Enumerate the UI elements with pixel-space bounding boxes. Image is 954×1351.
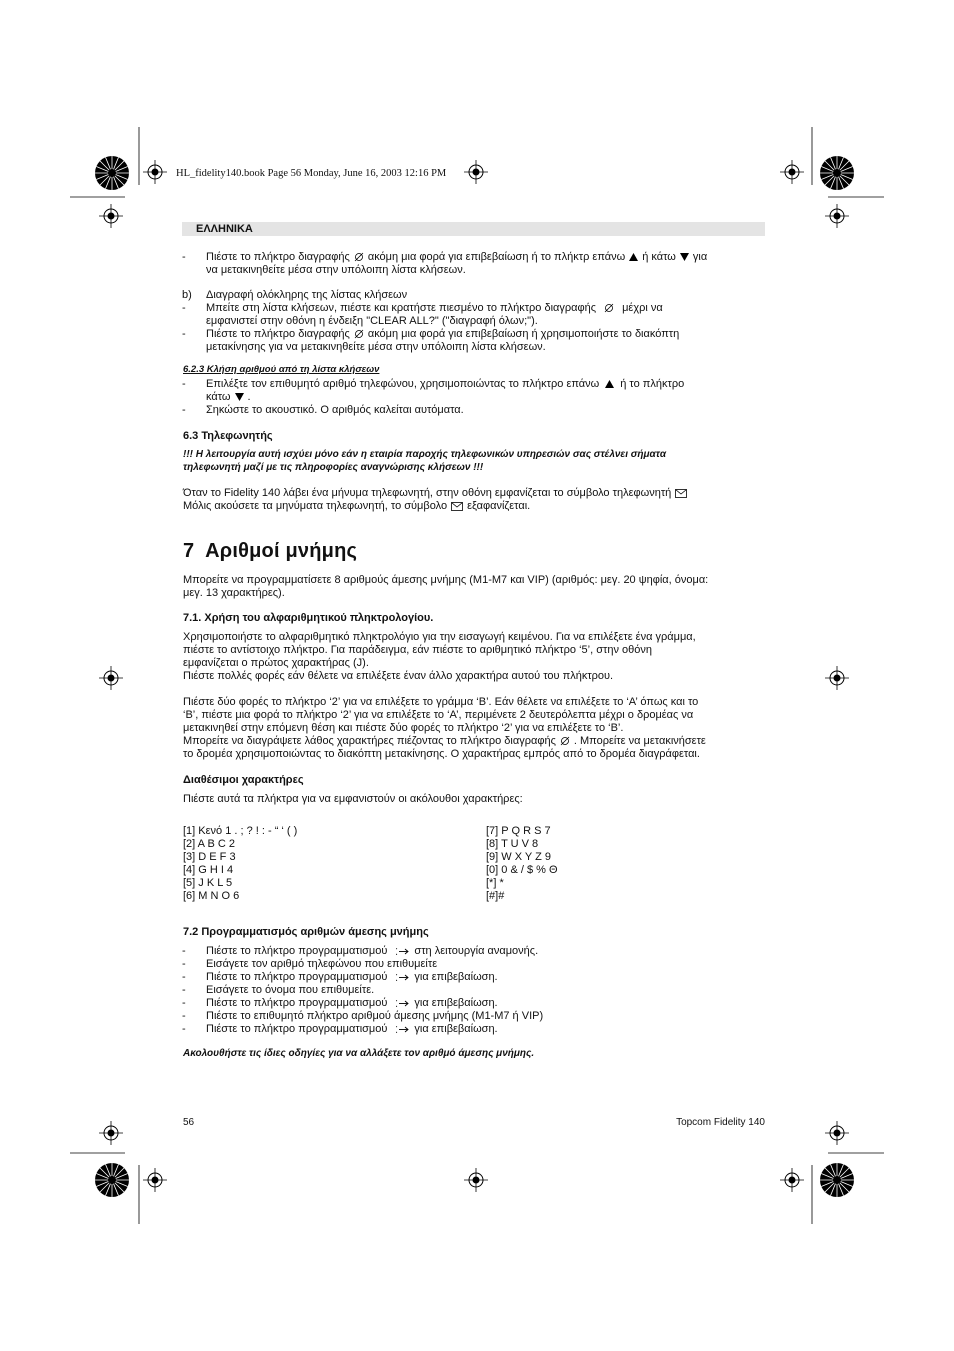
char-key-right-5: [*] *: [486, 877, 504, 889]
char-key-left-5: [5] J K L 5: [183, 877, 233, 889]
char-key-right-1: [7] P Q R S 7: [486, 825, 551, 837]
char-key-right-3: [9] W X Y Z 9: [486, 851, 552, 863]
bullet-dash: -: [182, 328, 186, 340]
chapter-7-heading: [183, 540, 357, 563]
bullet-dash: -: [182, 302, 186, 314]
bullet-dash: -: [182, 997, 186, 1009]
down-arrow-icon: [235, 393, 244, 401]
char-key-left-6: [6] M N O 6: [183, 890, 240, 902]
section-b-bullet2: Πιέστε το πλήκτρο διαγραφής ακόμη μια φορά για επιβεβαίωση ή χρησιμοποιήστε το διακόπτη: [206, 328, 680, 340]
section-72-step-5: Πιέστε το πλήκτρο προγραμματισμού για επιβεβαίωση.: [206, 997, 498, 1009]
bullet-dash: -: [182, 958, 186, 970]
section-71-p2-line1: Πιέστε δύο φορές το πλήκτρο ‘2’ για να επιλέξετε το γράμμα ‘B’. Εάν θέλετε να επιλέξετε το ‘A’ όπως και το: [183, 696, 699, 708]
program-key-icon: [396, 999, 409, 1008]
section-71-p1-line2: πιέστε το αντίστοιχο πλήκτρο. Για παράδειγμα, εάν πιέστε το αριθμητικό πλήκτρο ‘5’, στην οθόνη: [183, 644, 652, 656]
language-bar: [182, 222, 765, 236]
char-key-right-4: [0] 0 & / $ % Θ: [486, 864, 558, 876]
bullet-dash: -: [182, 251, 186, 263]
section-b-bullet2-line2: μετακίνησης για να μετακινηθείτε μέσα στην υπόλοιπη λίστα κλήσεων.: [206, 341, 546, 353]
envelope-icon: [675, 489, 687, 498]
chapter-7-intro-line2: μεγ. 13 χαρακτήρες).: [183, 587, 285, 599]
program-key-icon: [396, 973, 409, 982]
bullet-dash: -: [182, 378, 186, 390]
char-key-left-3: [3] D E F 3: [183, 851, 236, 863]
section-63-warning-line2: τηλεφωνητή μαζί με τις πληροφορίες αναγνώρισης κλήσεων !!!: [183, 462, 484, 473]
section-72-note: Ακολουθήστε τις ίδιες οδηγίες για να αλλάξετε τον αριθμό άμεσης μνήμης.: [183, 1048, 535, 1059]
section-72-step-7: Πιέστε το πλήκτρο προγραμματισμού για επιβεβαίωση.: [206, 1023, 498, 1035]
section-72-title: 7.2 Προγραμματισμός αριθμών άμεσης μνήμης: [183, 926, 429, 938]
page-number: 56: [183, 1117, 195, 1128]
language-label: ΕΛΛΗΝΙΚΑ: [196, 223, 253, 235]
char-key-right-6: [#]#: [486, 890, 505, 902]
bullet-dash: -: [182, 945, 186, 957]
section-b-bullet1-line2: εμφανιστεί στην οθόνη η ένδειξη "CLEAR ALL?" ("διαγραφή όλων;").: [206, 315, 538, 327]
section-b-bullet1: Μπείτε στη λίστα κλήσεων, πιέστε και κρατήστε πιεσμένο το πλήκτρο διαγραφής μέχρι να: [206, 302, 663, 314]
section-63-warning-line1: !!! Η λειτουργία αυτή ισχύει μόνο εάν η εταιρία παροχής τηλεφωνικών υπηρεσιών σας στέλνει σήματα: [183, 449, 667, 460]
section-63-title: 6.3 Τηλεφωνητής: [183, 430, 273, 442]
char-key-left-4: [4] G H I 4: [183, 864, 234, 876]
section-72-step-4: Εισάγετε το όνομα που επιθυμείτε.: [206, 984, 375, 996]
section-71-p1-line3: εμφανίζεται ο πρώτος χαρακτήρας (J).: [183, 657, 369, 669]
intro-bullet-line2: να μετακινηθείτε μέσα στην υπόλοιπη λίστα κλήσεων.: [206, 264, 466, 276]
down-arrow-icon: [680, 253, 689, 261]
section-63-para-line1: Όταν το Fidelity 140 λάβει ένα μήνυμα τηλεφωνητή, στην οθόνη εμφανίζεται το σύμβολο τηλεφωνητή: [183, 487, 691, 500]
section-72-step-3: Πιέστε το πλήκτρο προγραμματισμού για επιβεβαίωση.: [206, 971, 498, 983]
section-71-p2-line4: Μπορείτε να διαγράψετε λάθος χαρακτήρες πιέζοντας το πλήκτρο διαγραφής . Μπορείτε να μετακινήσετε: [183, 735, 706, 747]
section-72-step-2: Εισάγετε τον αριθμό τηλεφώνου που επιθυμείτε: [206, 958, 438, 970]
section-b-label: b): [182, 289, 192, 301]
available-chars-title: Διαθέσιμοι χαρακτήρες: [183, 774, 304, 786]
envelope-icon: [451, 502, 463, 511]
delete-icon: [560, 736, 570, 746]
section-63-para-line2: Μόλις ακούσετε τα μηνύματα τηλεφωνητή, το σύμβολο εξαφανίζεται.: [183, 500, 531, 512]
delete-icon: [354, 329, 364, 339]
print-header: HL_fidelity140.book Page 56 Monday, June 16, 2003 12:16 PM: [176, 168, 447, 179]
char-key-right-2: [8] T U V 8: [486, 838, 539, 850]
section-623-bullet1-line2: κάτω .: [206, 391, 251, 403]
section-71-p1-line4: Πιέστε πολλές φορές εάν θέλετε να επιλέξετε έναν άλλο χαρακτήρα αυτού του πλήκτρου.: [183, 670, 614, 682]
footer-product: Topcom Fidelity 140: [676, 1117, 765, 1128]
up-arrow-icon: [605, 380, 614, 388]
program-key-icon: [396, 947, 409, 956]
section-623-title: 6.2.3 Κλήση αριθμού από τη λίστα κλήσεων: [183, 364, 380, 375]
section-71-p2-line3: μετακινηθεί στην επόμενη θέση και πιέστε δύο φορές το πλήκτρο ‘2’ για να επιλέξετε το ‘B’.: [183, 722, 624, 734]
delete-icon: [354, 252, 364, 262]
chapter-number: 7: [183, 540, 195, 562]
chapter-7-intro-line1: Μπορείτε να προγραμματίσετε 8 αριθμούς άμεσης μνήμης (M1-M7 και VIP) (αριθμός: μεγ. 20 ψηφία, όνομα:: [183, 574, 709, 586]
bullet-dash: -: [182, 404, 186, 416]
section-623-bullet1: Επιλέξτε τον επιθυμητό αριθμό τηλεφώνου, χρησιμοποιώντας το πλήκτρο επάνω ή το πλήκτρο: [206, 378, 685, 390]
section-71-p2-line2: ‘B’, πιέστε μια φορά το πλήκτρο ‘2’ για να επιλέξετε το ‘A’, περιμένετε 2 δευτερόλεπτα μέχρι ο δρομέας να: [183, 709, 694, 721]
delete-icon: [604, 303, 614, 313]
chapter-title: Αριθμοί μνήμης: [205, 540, 358, 562]
char-key-left-2: [2] A B C 2: [183, 838, 235, 850]
up-arrow-icon: [629, 253, 638, 261]
char-key-left-1: [1] Κενό 1 . ; ? ! : - “ ‘ ( ): [183, 825, 298, 837]
bullet-dash: -: [182, 984, 186, 996]
bullet-dash: -: [182, 1010, 186, 1022]
section-71-p2-line5: το δρομέα χρησιμοποιώντας το διακόπτη μετακίνησης. Ο χαρακτήρας εμπρός από το δρομέα διαγράφεται.: [183, 748, 700, 760]
bullet-dash: -: [182, 971, 186, 983]
bullet-dash: -: [182, 1023, 186, 1035]
section-72-step-1: Πιέστε το πλήκτρο προγραμματισμού στη λειτουργία αναμονής.: [206, 945, 539, 957]
section-623-bullet2: Σηκώστε το ακουστικό. Ο αριθμός καλείται αυτόματα.: [206, 404, 464, 416]
available-chars-intro: Πιέστε αυτά τα πλήκτρα για να εμφανιστούν οι ακόλουθοι χαρακτήρες:: [183, 793, 523, 805]
intro-bullet-line1: Πιέστε το πλήκτρο διαγραφής ακόμη μια φορά για επιβεβαίωση ή το πλήκτρ επάνω ή κάτω για: [206, 251, 708, 263]
section-72-step-6: Πιέστε το επιθυμητό πλήκτρο αριθμού άμεσης μνήμης (M1-M7 ή VIP): [206, 1010, 544, 1022]
section-71-title: 7.1. Χρήση του αλφαριθμητικού πληκτρολογίου.: [183, 612, 434, 624]
program-key-icon: [396, 1025, 409, 1034]
section-b-title: Διαγραφή ολόκληρης της λίστας κλήσεων: [206, 289, 408, 301]
section-71-p1-line1: Χρησιμοποιήστε το αλφαριθμητικό πληκτρολόγιο για την εισαγωγή κειμένου. Για να επιλέξετε ένα γράμμα,: [183, 631, 696, 643]
